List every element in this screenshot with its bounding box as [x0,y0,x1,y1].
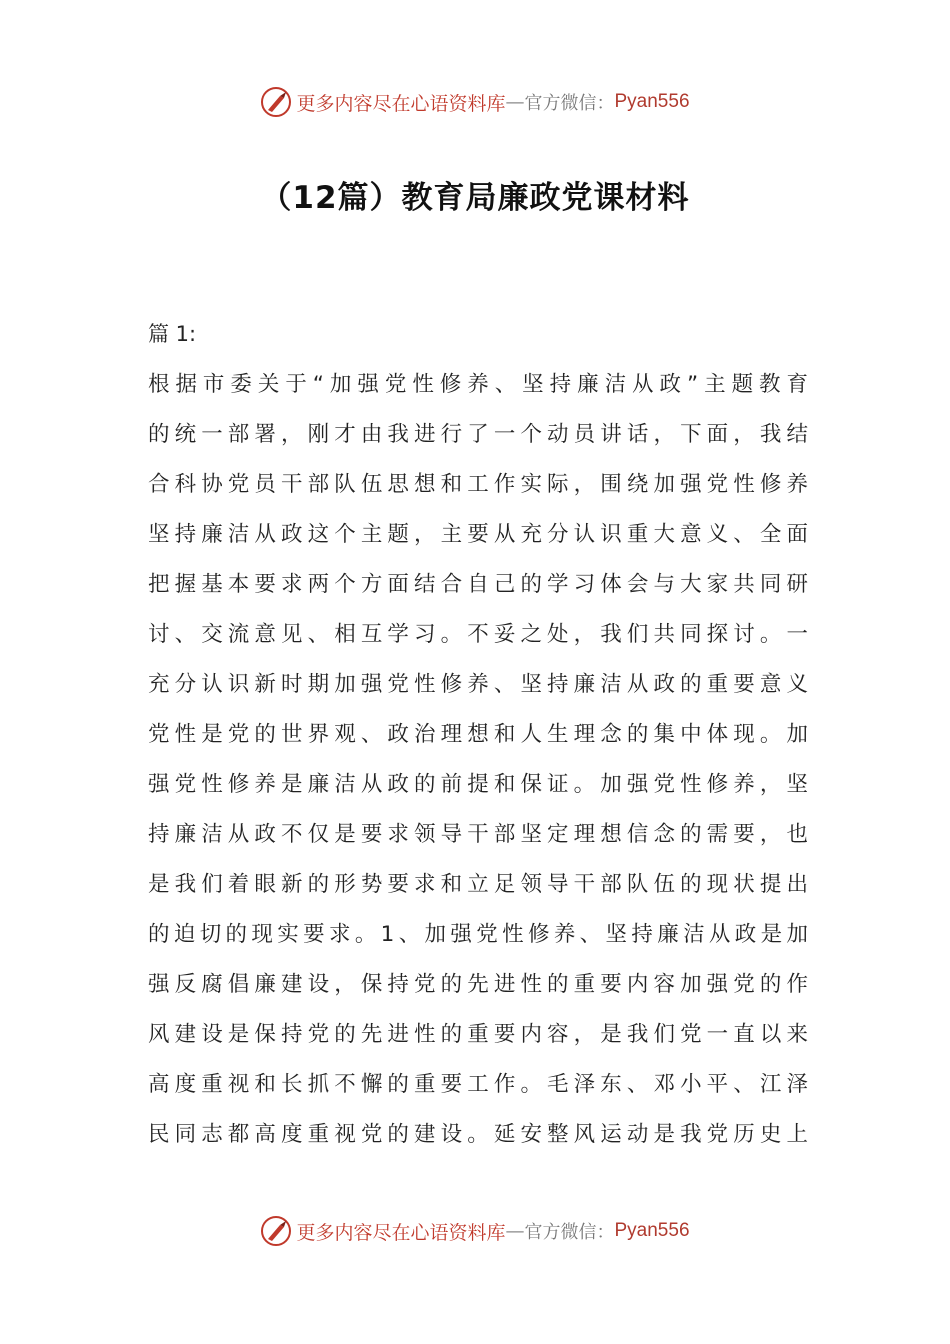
banner-separator: — [505,1220,525,1242]
text-line: 是我们着眼新的形势要求和立足领导干部队伍的现状提出 [148,872,808,897]
wechat-id: Pyan556 [614,91,690,112]
text-line: 党性是党的世界观、政治理想和人生理念的集中体现。加 [148,722,808,747]
body-text [148,360,808,1160]
text-line: 高度重视和长抓不懈的重要工作。毛泽东、邓小平、江泽 [148,1072,808,1097]
banner-text: 更多内容尽在心语资料库 [296,1221,506,1244]
pen-logo-icon [260,1215,292,1247]
section-heading: 篇 1: [148,322,197,346]
pen-logo-icon [260,86,292,118]
text-line: 根据市委关于“加强党性修养、坚持廉洁从政”主题教育 [148,372,808,397]
footer-banner [0,1211,950,1251]
text-line: 风建设是保持党的先进性的重要内容，是我们党一直以来 [148,1022,808,1047]
text-line: 坚持廉洁从政这个主题，主要从充分认识重大意义、全面 [148,522,808,547]
text-line: 的统一部署，刚才由我进行了一个动员讲话，下面，我结 [148,422,808,447]
text-line: 强反腐倡廉建设，保持党的先进性的重要内容加强党的作 [148,972,808,997]
text-line: 讨、交流意见、相互学习。不妥之处，我们共同探讨。一 [148,622,808,647]
banner-label: 官方微信： [524,1222,615,1243]
text-line: 强党性修养是廉洁从政的前提和保证。加强党性修养，坚 [148,772,808,797]
text-line: 持廉洁从政不仅是要求领导干部坚定理想信念的需要，也 [148,822,808,847]
text-line: 的迫切的现实要求。1、加强党性修养、坚持廉洁从政是加 [148,922,808,947]
text-line: 把握基本要求两个方面结合自己的学习体会与大家共同研 [148,572,808,597]
document-title: （12篇）教育局廉政党课材料 [260,180,690,216]
text-line: 合科协党员干部队伍思想和工作实际，围绕加强党性修养 [148,472,808,497]
banner-separator: — [505,91,525,113]
text-line: 充分认识新时期加强党性修养、坚持廉洁从政的重要意义 [148,672,808,697]
header-banner [0,82,950,122]
text-line: 民同志都高度重视党的建设。延安整风运动是我党历史上 [148,1122,808,1147]
wechat-id: Pyan556 [614,1220,690,1241]
banner-label: 官方微信： [524,93,615,114]
banner-text: 更多内容尽在心语资料库 [296,92,506,115]
